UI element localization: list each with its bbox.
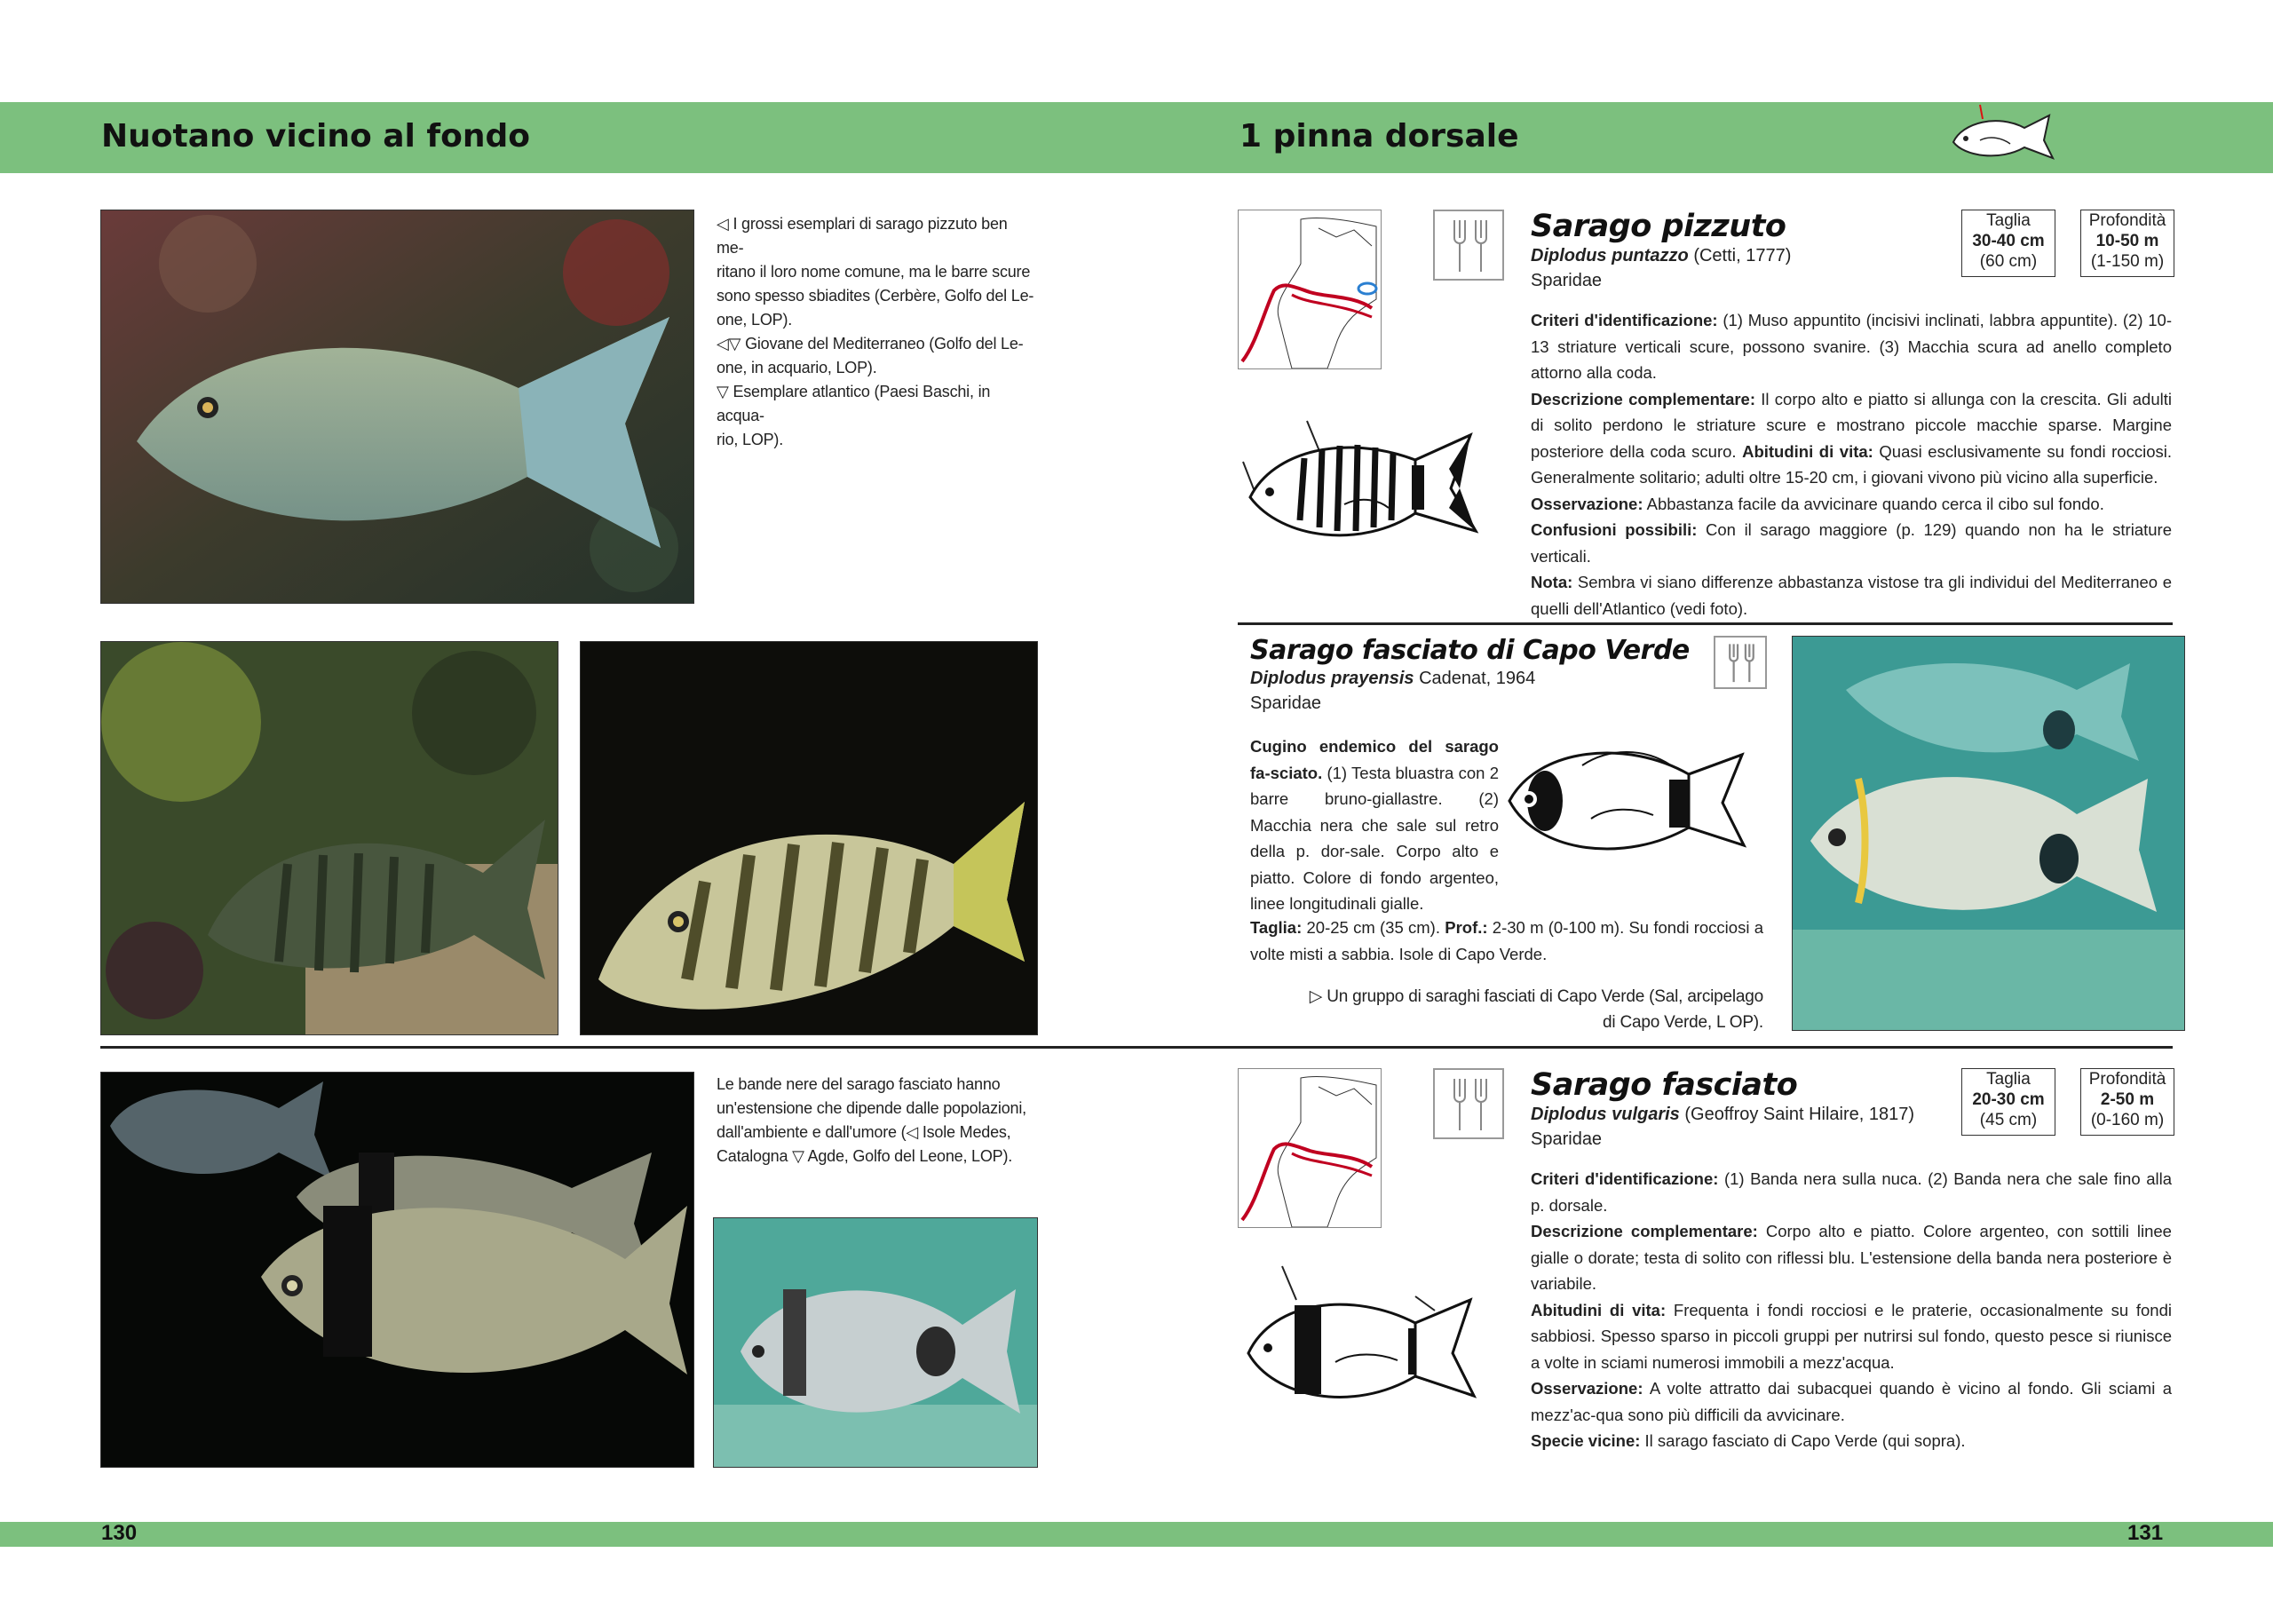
species3-description xyxy=(1531,1166,2172,1454)
species-family: Sparidae xyxy=(1531,1129,1603,1149)
latin-name: Diplodus vulgaris xyxy=(1531,1105,1680,1124)
photo-sarago-fasciato-school xyxy=(100,1072,694,1468)
size-value: 20-30 cm xyxy=(1972,1090,2045,1109)
footer-band xyxy=(0,1522,2273,1547)
right-page-title: 1 pinna dorsale xyxy=(1239,118,1519,154)
drawing-sarago-fasciato xyxy=(1238,1264,1495,1415)
caption-line: ◁ I grossi esemplari di sarago pizzuto ben me- xyxy=(717,215,1008,257)
page-number-left: 130 xyxy=(101,1521,138,1545)
section-divider xyxy=(1238,1046,2173,1049)
description-paragraph: Osservazione: A volte attratto dai subacquei quando è vicino al fondo. Gli sciami a mezz'ac-qua sono più difficili da avvicinare. xyxy=(1531,1379,2172,1424)
distribution-map-sarago-pizzuto xyxy=(1238,210,1382,369)
species2-photo-caption xyxy=(1305,984,1763,1035)
caption-line: ritano il loro nome comune, ma le barre scure xyxy=(717,263,1031,281)
section-divider xyxy=(1238,622,2173,625)
description-paragraph: Cugino endemico del sarago fa-sciato. (1) Testa bluastra con 2 barre bruno-giallastre. (2) Macchia nera che sale sul retro della p. dor-sale. Corpo alto e piatto. Colore di fondo argenteo, linee longitudinali gialle. xyxy=(1250,737,1499,913)
species2-size-depth xyxy=(1250,915,1763,967)
caption-line: one, in acquario, LOP). xyxy=(717,359,877,376)
size-box xyxy=(1961,1068,2055,1136)
left-page-title: Nuotano vicino al fondo xyxy=(101,118,530,154)
species1-description xyxy=(1531,307,2172,622)
caption-line: ▽ Esemplare atlantico (Paesi Baschi, in acqua- xyxy=(717,383,991,424)
photo-sarago-fasciato-single xyxy=(713,1217,1038,1468)
photo-sarago-capo-verde-group xyxy=(1792,636,2185,1031)
description-paragraph: Descrizione complementare: Corpo alto e piatto. Colore argenteo, con sottili linee gialle o dorate; testa di solito con riflessi blu. L'estensione della banda nera posteriore è variabile. xyxy=(1531,1222,2172,1293)
size-label: Taglia xyxy=(1986,211,2031,230)
size-box xyxy=(1961,210,2055,277)
description-paragraph: Criteri d'identificazione: (1) Muso appuntito (incisivi inclinati, labbra appuntite). (2) 10-13 striature verticali scure, possono svanire. (3) Macchia scura ad anello completo attorno alla coda. xyxy=(1531,311,2172,382)
caption-line: dall'ambiente e dall'umore (◁ Isole Medes, xyxy=(717,1123,1011,1141)
depth-max: (1-150 m) xyxy=(2090,252,2165,271)
caption-line: sono spesso sbiadites (Cerbère, Golfo del Le- xyxy=(717,287,1034,305)
species-title-sarago-fasciato: Sarago fasciato xyxy=(1531,1067,1798,1103)
latin-author: Cadenat, 1964 xyxy=(1419,669,1536,688)
depth-label: Profondità xyxy=(2088,211,2166,230)
caption-line: ▷ Un gruppo di saraghi fasciati di Capo Verde (Sal, arcipelago xyxy=(1309,987,1763,1006)
caption-top-left xyxy=(717,212,1036,452)
caption-line: one, LOP). xyxy=(717,311,793,329)
size-max: (45 cm) xyxy=(1979,1111,2038,1129)
description-paragraph: Specie vicine: Il sarago fasciato di Capo Verde (qui sopra). xyxy=(1531,1431,1966,1450)
caption-line: Catalogna ▽ Agde, Golfo del Leone, LOP). xyxy=(717,1147,1013,1165)
depth-value: 2-50 m xyxy=(2100,1090,2155,1109)
caption-line: Le bande nere del sarago fasciato hanno xyxy=(717,1075,1001,1093)
latin-author: (Geoffroy Saint Hilaire, 1817) xyxy=(1684,1105,1915,1124)
edible-fork-icon xyxy=(1714,636,1767,689)
description-paragraph: Confusioni possibili: Con il sarago maggiore (p. 129) quando non ha le striature verticali. xyxy=(1531,520,2172,566)
size-max: (60 cm) xyxy=(1979,252,2038,271)
depth-box xyxy=(2080,1068,2174,1136)
drawing-sarago-pizzuto xyxy=(1238,416,1495,558)
description-paragraph: Descrizione complementare: Il corpo alto e piatto si allunga con la crescita. Gli adulti di solito perdono le striature scure e mostrano piccole macchie sparse. Margine posteriore della coda scuro. Abitudini di vita: Quasi esclusivamente su fondi rocciosi. Generalmente solitario; adulti oltre 15-20 cm, i giovani vivono più vicino alla superficie. xyxy=(1531,389,2172,487)
description-paragraph: Taglia: 20-25 cm (35 cm). Prof.: 2-30 m (0-100 m). Su fondi rocciosi a volte misti a sabbia. Isole di Capo Verde. xyxy=(1250,918,1763,963)
species-latin-sarago-capo-verde xyxy=(1250,669,1535,689)
page-number-right: 131 xyxy=(2127,1521,2164,1545)
edible-fork-icon xyxy=(1433,210,1504,281)
latin-name: Diplodus prayensis xyxy=(1250,669,1414,688)
latin-name: Diplodus puntazzo xyxy=(1531,246,1689,265)
description-paragraph: Criteri d'identificazione: (1) Banda nera sulla nuca. (2) Banda nera che sale fino alla p. dorsale. xyxy=(1531,1169,2172,1215)
caption-line: rio, LOP). xyxy=(717,431,784,448)
size-value: 30-40 cm xyxy=(1972,232,2045,250)
species-family: Sparidae xyxy=(1531,271,1603,290)
depth-max: (0-160 m) xyxy=(2090,1111,2165,1129)
caption-line: un'estensione che dipende dalle popolazioni, xyxy=(717,1099,1026,1117)
description-paragraph: Osservazione: Abbastanza facile da avvicinare quando cerca il cibo sul fondo. xyxy=(1531,494,2104,513)
depth-label: Profondità xyxy=(2088,1070,2166,1089)
depth-value: 10-50 m xyxy=(2095,232,2159,250)
drawing-sarago-capo-verde xyxy=(1502,730,1754,872)
species-title-sarago-pizzuto: Sarago pizzuto xyxy=(1531,209,1786,244)
photo-sarago-pizzuto-juvenile xyxy=(100,641,558,1035)
description-paragraph: Nota: Sembra vi siano differenze abbastanza vistose tra gli individui del Mediterraneo e quelli dell'Atlantico (vedi foto). xyxy=(1531,573,2172,618)
species-title-sarago-capo-verde: Sarago fasciato di Capo Verde xyxy=(1250,635,1690,666)
species-family: Sparidae xyxy=(1250,693,1322,713)
fish-icon xyxy=(1944,99,2060,163)
distribution-map-sarago-fasciato xyxy=(1238,1068,1382,1228)
description-paragraph: Abitudini di vita: Frequenta i fondi rocciosi e le praterie, occasionalmente su fondi sabbiosi. Spesso sparso in piccoli gruppi per nutrirsi sul fondo, questo pesce si riunisce a volte in sciami numerosi immobili a mezz'acqua. xyxy=(1531,1300,2172,1372)
size-label: Taglia xyxy=(1986,1070,2031,1089)
caption-bottom-left xyxy=(717,1073,1036,1168)
species2-description xyxy=(1250,733,1499,917)
caption-line: di Capo Verde, L OP). xyxy=(1603,1013,1763,1032)
photo-sarago-pizzuto-atlantic xyxy=(580,641,1038,1035)
photo-sarago-pizzuto-large xyxy=(100,210,694,604)
species-latin-sarago-fasciato xyxy=(1531,1105,1914,1125)
depth-box xyxy=(2080,210,2174,277)
caption-line: ◁▽ Giovane del Mediterraneo (Golfo del Le- xyxy=(717,335,1024,353)
latin-author: (Cetti, 1777) xyxy=(1693,246,1792,265)
edible-fork-icon xyxy=(1433,1068,1504,1139)
species-latin-sarago-pizzuto xyxy=(1531,246,1791,266)
